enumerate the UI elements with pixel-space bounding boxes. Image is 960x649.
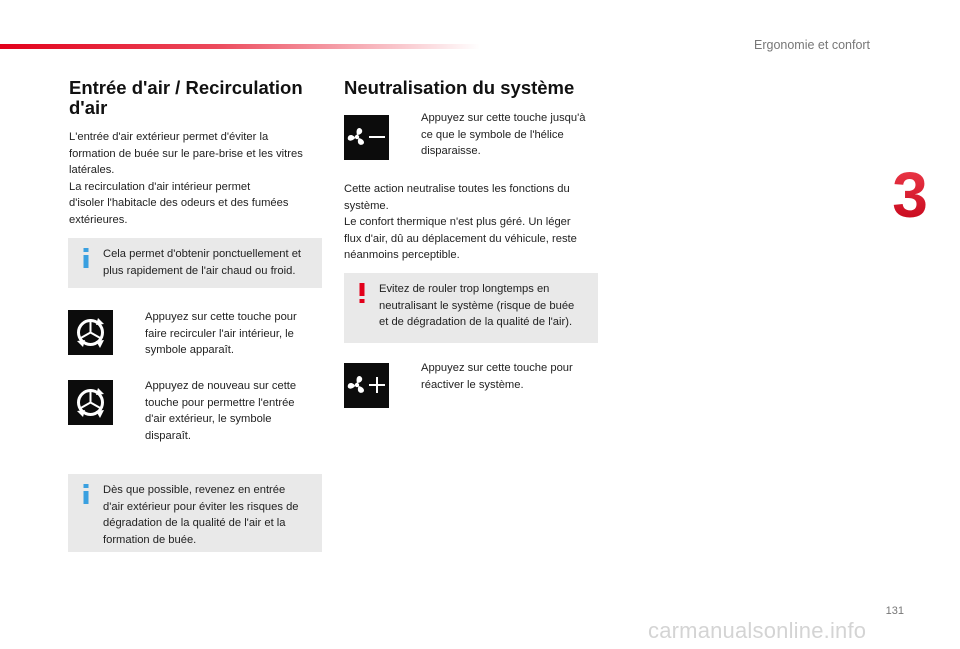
recirculation-icon	[68, 310, 113, 355]
chapter-number	[888, 165, 933, 225]
warning-icon	[357, 283, 367, 303]
right-body: Cette action neutralise toutes les fonctions du système. Le confort thermique n'est plus géré. Un léger flux d'air, dû au déplacement du véhicule, reste néanmoins perceptible.	[344, 183, 577, 261]
section-title: Ergonomie et confort	[754, 38, 871, 52]
left-step-1: Appuyez sur cette touche pour faire recirculer l'air intérieur, le symbole apparaît.	[145, 311, 297, 356]
fan-minus-icon	[344, 115, 389, 160]
info-box-outside-air: Dès que possible, revenez en entrée d'air extérieur pour éviter les risques de dégradation de la qualité de l'air et la formation de buée.	[68, 474, 322, 552]
right-step-2: Appuyez sur cette touche pour réactiver le système.	[421, 362, 573, 391]
chapter-digit: 3	[892, 165, 928, 225]
outside-air-button-image	[68, 380, 113, 425]
recirculation-button-image	[68, 310, 113, 355]
header-accent-bar	[0, 44, 480, 49]
info-icon	[81, 484, 91, 504]
fan-plus-icon	[344, 363, 389, 408]
recirculation-icon	[68, 380, 113, 425]
page-number: 131	[885, 605, 904, 617]
left-intro: L'entrée d'air extérieur permet d'éviter la formation de buée sur le pare-brise et les vitres latérales. La recirculation d'air intérieur permet d'isoler l'habitacle des odeurs et des fumées extérieures.	[69, 131, 303, 226]
right-step-1: Appuyez sur cette touche jusqu'à ce que le symbole de l'hélice disparaisse.	[421, 112, 586, 157]
info-icon	[81, 248, 91, 268]
left-step-2: Appuyez de nouveau sur cette touche pour permettre l'entrée d'air extérieur, le symbole disparaît.	[145, 380, 297, 442]
watermark: carmanualsonline.info	[648, 618, 867, 643]
warning-box: Evitez de rouler trop longtemps en neutralisant le système (risque de buée et de dégradation de la qualité de l'air).	[344, 273, 598, 343]
left-heading: Entrée d'air / Recirculation d'air	[69, 77, 303, 118]
fan-off-button-image	[344, 115, 389, 160]
info-box-warm-cold: Cela permet d'obtenir ponctuellement et plus rapidement de l'air chaud ou froid.	[68, 238, 322, 288]
fan-on-button-image	[344, 363, 389, 408]
right-heading: Neutralisation du système	[344, 77, 575, 98]
